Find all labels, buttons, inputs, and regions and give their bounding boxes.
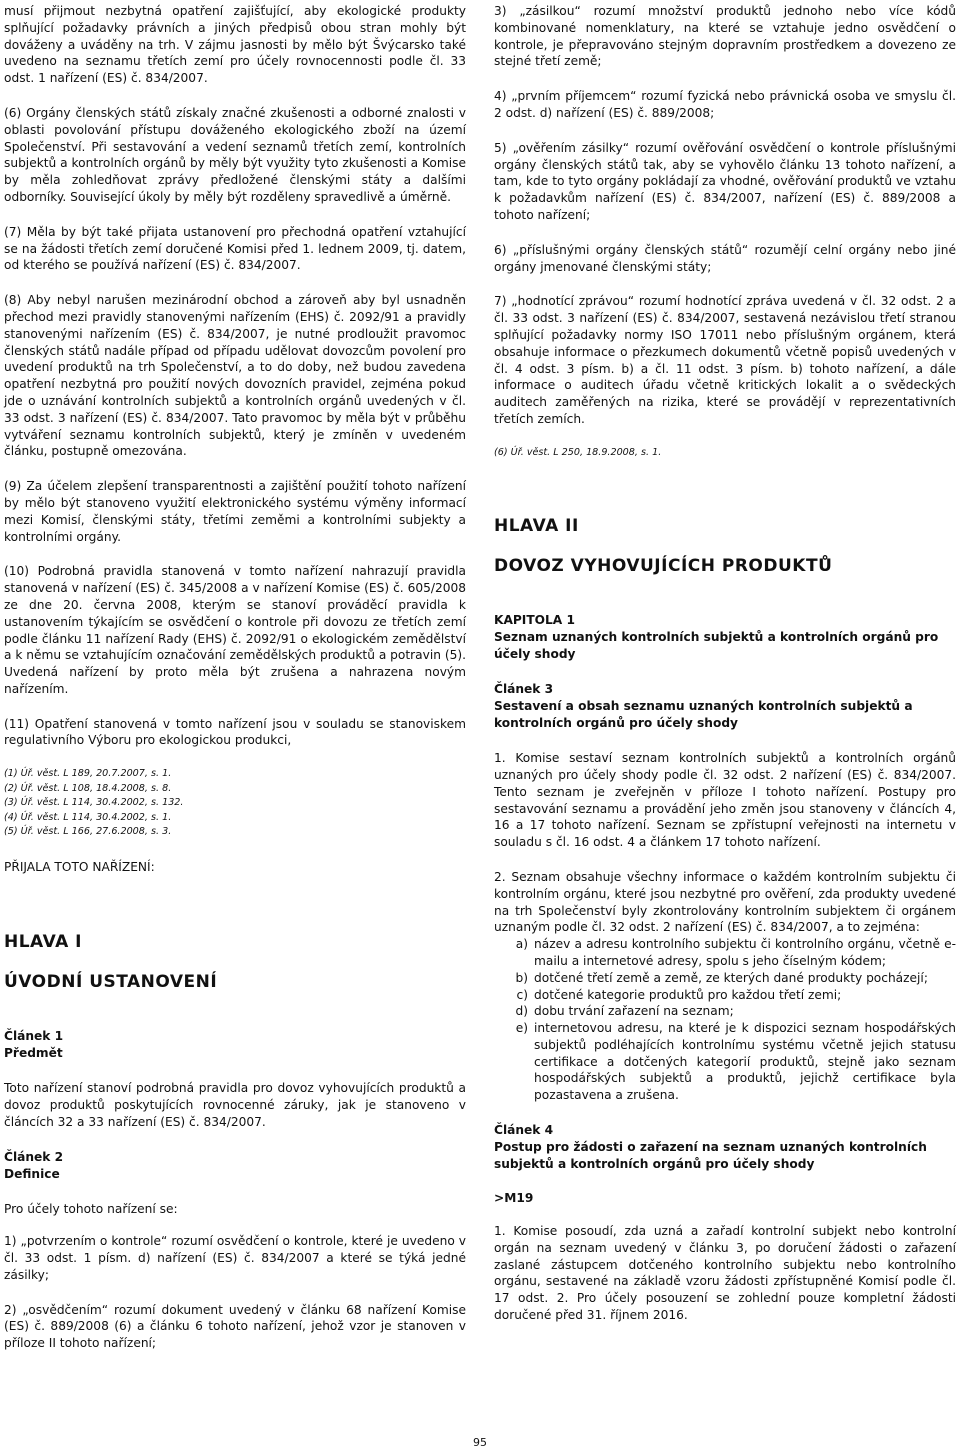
definition-2: 2) „osvědčením“ rozumí dokument uvedený v článku 68 nařízení Komise (ES) č. 889/2008 (6) a článku 6 tohoto nařízení, jehož vzor je stanoven v příloze II tohoto nařízení; — [4, 1302, 466, 1351]
list-item — [494, 987, 956, 1004]
right-column — [494, 3, 956, 1342]
chapter-title: Seznam uznaných kontrolních subjektů a kontrolních orgánů pro účely shody — [494, 630, 939, 662]
article-number: Článek 4 — [494, 1123, 554, 1138]
left-column — [4, 3, 466, 1370]
page-number: 95 — [473, 1436, 487, 1449]
list-item-label: d) — [515, 1004, 528, 1019]
article-number: Článek 3 — [494, 682, 554, 697]
article-2-intro: Pro účely tohoto nařízení se: — [4, 1201, 178, 1216]
list-item-text: dotčené kategorie produktů pro každou třetí zemi; — [534, 987, 842, 1002]
definition-6: 6) „příslušnými orgány členských států“ rozumějí celní orgány nebo jiné orgány jmenované členskými státy; — [494, 242, 956, 274]
footnote: (1) Úř. věst. L 189, 20.7.2007, s. 1. — [4, 768, 172, 780]
article-1-text: Toto nařízení stanoví podrobná pravidla pro dovoz vyhovujících produktů a dovoz produktů poskytujících rovnocenné záruky, jak je stanoveno v článcích 32 a 33 nařízení (ES) č. 834/2007. — [4, 1081, 466, 1129]
list-item — [494, 1020, 956, 1104]
list-item-label: a) — [515, 937, 528, 952]
recital-9: (9) Za účelem zlepšení transparentnosti a zajištění použití tohoto nařízení by mělo být stanoveno využití elektronického systému výměny informací mezi Komisí, členskými státy, třetími zeměmi a kontrolními subjekty a kontrolními orgány. — [4, 479, 466, 544]
list-item-text: internetovou adresu, na které je k dispozici seznam hospodářských subjektů podléhajících kontrolnímu systému včetně jejich statusu certifikace a dotčených kategorií produktů, stejně jako seznam hospodářských subjektů a produktů, jejichž certifikace byla pozastavena a zrušena. — [534, 1021, 956, 1103]
title-heading: HLAVA I — [4, 932, 82, 953]
title-name: DOVOZ VYHOVUJÍCÍCH PRODUKTŮ — [494, 556, 833, 577]
article-number: Článek 2 — [4, 1149, 64, 1164]
article-3-paragraph-2: 2. Seznam obsahuje všechny informace o každém kontrolním subjektu či kontrolním orgánu, které jsou nezbytné pro ověření, zda produkty uvedené na trh Společenství byly zkontrolovány kontrolním subjektem či orgánem uznaným podle čl. 32 odst. 2 nařízení (ES) č. 834/2007, a to zejména: — [494, 869, 956, 935]
adoption-formula: PŘIJALA TOTO NAŘÍZENÍ: — [4, 860, 155, 875]
article-title: Sestavení a obsah seznamu uznaných kontrolních subjektů a kontrolních orgánů pro účely shody — [494, 699, 913, 731]
list-item-text: název a adresu kontrolního subjektu či kontrolního orgánu, včetně e-mailu a internetové adresy, spolu s jeho číselným kódem; — [534, 937, 956, 968]
recital-10: (10) Podrobná pravidla stanovená v tomto nařízení nahrazují pravidla stanovená v nařízení (ES) č. 345/2008 a v nařízení Komise (ES) č. 605/2008 ze dne 20. června 2008, kterým se stanoví prováděcí pravidla k ustanovením týkajícím se osvědčení o kontrole při dovozu ze třetích zemí podle článku 11 nařízení Rady (EHS) č. 2092/91 o ekologickém zemědělství a k němu se vztahujícím označování zemědělských produktů a potravin (5). Uvedená nařízení by proto měla být zrušena a nahrazena novým nařízením. — [4, 564, 466, 696]
footnote: (3) Úř. věst. L 114, 30.4.2002, s. 132. — [4, 797, 184, 809]
recital-11: (11) Opatření stanovená v tomto nařízení jsou v souladu se stanoviskem regulativního Výboru pro ekologickou produkci, — [4, 716, 466, 748]
list-item — [494, 1003, 956, 1020]
definition-5: 5) „ověřením zásilky“ rozumí ověřování osvědčení o kontrole příslušnými orgány členských států tak, aby se vyhovělo článku 13 tohoto nařízení, a tam, kde to tyto orgány pokládají za vhodné, ověřování produktů ve vztahu k požadavkům nařízení (ES) č. 834/2007, nařízení (ES) č. 889/2008 a tohoto nařízení; — [494, 140, 956, 222]
definition-7: 7) „hodnotící zprávou“ rozumí hodnotící zpráva uvedená v čl. 32 odst. 2 a čl. 33 odst. 3 nařízení (ES) č. 834/2007, sestavená nezávislou třetí stranou splňující požadavky normy ISO 17011 nebo příslušným orgánem, která obsahuje informace o přezkumech dokumentů včetně popisů uvedených v čl. 4 odst. 3 písm. b) a čl. 11 odst. 3 písm. b) tohoto nařízení, a dále informace o auditech úřadu včetně kritických lokalit a o svědeckých auditech zaměřených na rizika, které se provádějí v reprezentativních třetích zemích. — [494, 294, 956, 426]
list-item-text: dotčené třetí země a země, ze kterých dané produkty pocházejí; — [534, 970, 928, 985]
definition-3: 3) „zásilkou“ rozumí množství produktů jednoho nebo více kódů kombinované nomenklatury, na které se vztahuje jedno osvědčení o kontrole, je přepravováno stejným dopravním prostředkem a dovezeno ze stejné třetí země; — [494, 4, 956, 69]
footnotes — [4, 767, 466, 839]
footnote: (6) Úř. věst. L 250, 18.9.2008, s. 1. — [494, 446, 662, 458]
article-title: Definice — [4, 1166, 60, 1181]
list-item-label: c) — [516, 987, 528, 1002]
title-heading: HLAVA II — [494, 516, 579, 537]
list-item-text: dobu trvání zařazení na seznam; — [534, 1004, 734, 1019]
article-4-paragraph-1: 1. Komise posoudí, zda uzná a zařadí kontrolní subjekt nebo kontrolní orgán na seznam uvedený v článku 3, po doručení žádosti o zařazení zaslané zástupcem dotčeného kontrolního subjektu nebo kontrolního orgánu, sestavené na základě vzoru žádosti zpřístupněné Komisí podle čl. 17 odst. 2. Pro účely posouzení se zohlední pouze kompletní žádosti doručené před 31. říjnem 2016. — [494, 1224, 956, 1323]
title-name: ÚVODNÍ USTANOVENÍ — [4, 972, 218, 993]
recital-7: (7) Měla by být také přijata ustanovení pro přechodná opatření vztahující se na žádosti třetích zemí doručené Komisi před 1. lednem 2009, tj. datem, od kterého se používá nařízení (ES) č. 834/2007. — [4, 224, 466, 273]
recital-8: (8) Aby nebyl narušen mezinárodní obchod a zároveň aby byl usnadněn přechod mezi pravidly stanovenými nařízením (EHS) č. 2092/91 a pravidly stanovenými nařízením (ES) č. 834/2007, je nutné prodloužit pravomoc členských států nadále případ od případu udělovat dovozcům povolení pro uvedení produktů na trh Společenství, a to do doby, než budou zavedena opatření nezbytná pro použití nových dovozních pravidel, zejména pokud jde o uznávání kontrolních subjektů a kontrolních orgánů uvedených v čl. 33 odst. 3 nařízení (ES) č. 834/2007. Tato pravomoc by měla být v průběhu vytváření seznamu kontrolních subjektů, který je zmíněn v uvedeném článku, postupně omezována. — [4, 293, 466, 459]
article-title: Postup pro žádosti o zařazení na seznam uznaných kontrolních subjektů a kontrolních orgánů pro účely shody — [494, 1140, 927, 1172]
article-title: Předmět — [4, 1046, 63, 1061]
definition-1: 1) „potvrzením o kontrole“ rozumí osvědčení o kontrole, které je uvedeno v čl. 33 odst. 1 písm. d) nařízení (ES) č. 834/2007 a které se týká jedné zásilky; — [4, 1234, 466, 1282]
article-3-list — [494, 936, 956, 1104]
chapter-number: KAPITOLA 1 — [494, 613, 575, 628]
article-3-paragraph-1: 1. Komise sestaví seznam kontrolních subjektů a kontrolních orgánů uznaných pro účely shody podle čl. 32 odst. 2 nařízení (ES) č. 834/2007. Tento seznam je zveřejněn v příloze I tohoto nařízení. Postupy pro sestavování seznamu a provádění jeho změn jsou stanoveny v článcích 4, 16 a 17 tohoto nařízení. Seznam se zpřístupní veřejnosti na internetu v souladu s čl. 16 odst. 4 a článkem 17 tohoto nařízení. — [494, 751, 956, 850]
recital-6: (6) Orgány členských států získaly značné zkušenosti a odborné znalosti v oblasti povolování přístupu dováženého ekologického zboží na území Společenství. Při sestavování a vedení seznamů třetích zemí, kontrolních subjektů a kontrolních orgánů by měly být využity tyto zkušenosti a Komise by měla zohledňovat zprávy předložené členskými státy a dalšími odborníky. Související úkoly by měly být rozděleny spravedlivě a úměrně. — [4, 105, 466, 204]
footnote: (2) Úř. věst. L 108, 18.4.2008, s. 8. — [4, 782, 172, 794]
list-item — [494, 936, 956, 970]
article-number: Článek 1 — [4, 1029, 64, 1044]
paragraph-continued: musí přijmout nezbytná opatření zajišťující, aby ekologické produkty splňující požadavky právních a jiných předpisů obou stran mohly být dováženy a uváděny na trh. V zájmu jasnosti by mělo být Švýcarsko také uvedeno na seznamu třetích zemí pro účely rovnocennosti podle čl. 33 odst. 1 nařízení (ES) č. 834/2007. — [4, 4, 466, 86]
list-item-label: e) — [515, 1021, 528, 1036]
list-item-label: b) — [515, 970, 528, 985]
definition-4: 4) „prvním příjemcem“ rozumí fyzická nebo právnická osoba ve smyslu čl. 2 odst. d) nařízení (ES) č. 889/2008; — [494, 89, 956, 120]
list-item — [494, 970, 956, 987]
footnote: (4) Úř. věst. L 114, 30.4.2002, s. 1. — [4, 811, 172, 823]
amendment-marker: >M19 — [494, 1191, 534, 1206]
footnote: (5) Úř. věst. L 166, 27.6.2008, s. 3. — [4, 825, 172, 837]
